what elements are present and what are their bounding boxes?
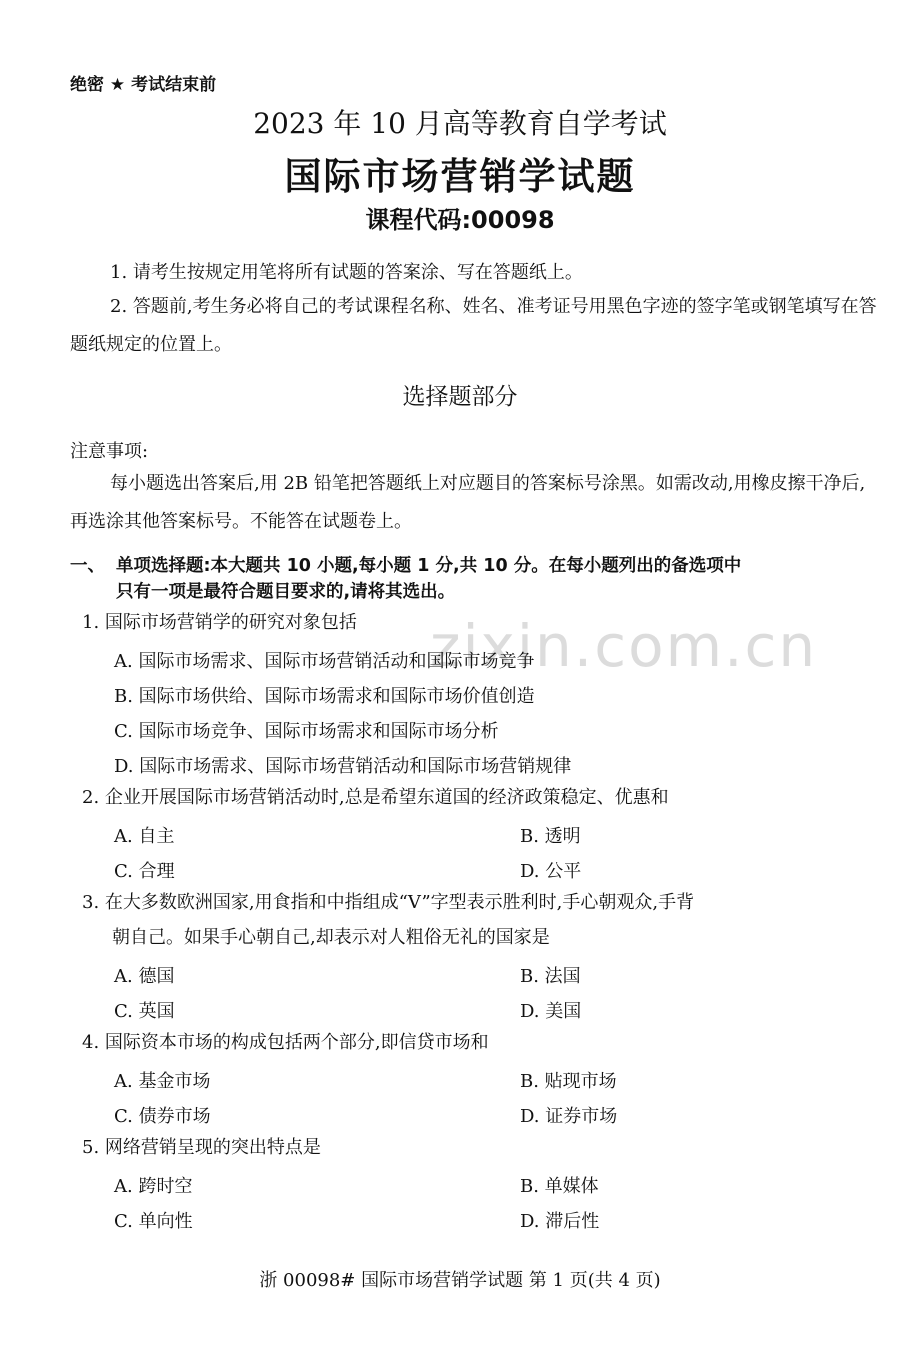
question-option: A. 德国: [114, 966, 175, 987]
part-one-number: 一、: [70, 556, 105, 576]
question-option: C. 国际市场竞争、国际市场需求和国际市场分析: [114, 721, 499, 742]
page-footer: 浙 00098# 国际市场营销学试题 第 1 页(共 4 页): [259, 1270, 661, 1291]
question-option: B. 法国: [520, 966, 581, 987]
question-option: B. 贴现市场: [520, 1071, 617, 1092]
question-option: D. 滞后性: [520, 1211, 600, 1232]
confidential-label: 绝密 ★ 考试结束前: [70, 75, 217, 95]
part-one-line-1: 单项选择题:本大题共 10 小题,每小题 1 分,共 10 分。在每小题列出的备选项中: [116, 556, 742, 576]
question-option: C. 债券市场: [114, 1106, 211, 1127]
course-code: 课程代码:00098: [365, 206, 555, 234]
section-title: 选择题部分: [402, 384, 518, 410]
question-option: D. 国际市场需求、国际市场营销活动和国际市场营销规律: [114, 756, 572, 777]
question-option: C. 英国: [114, 1001, 175, 1022]
question-stem: 1. 国际市场营销学的研究对象包括: [82, 612, 357, 633]
question-option: B. 单媒体: [520, 1176, 599, 1197]
part-one-heading: [70, 553, 860, 605]
question-option: B. 透明: [520, 826, 581, 847]
paper-title: 国际市场营销学试题: [284, 155, 636, 198]
question-option: D. 美国: [520, 1001, 582, 1022]
instruction-2: 2. 答题前,考生务必将自己的考试课程名称、姓名、准考证号用黑色字迹的签字笔或钢笔填写在答题纸规定的位置上。: [70, 296, 877, 355]
exam-session-title: 2023 年 10 月高等教育自学考试: [253, 107, 667, 140]
question-option: B. 国际市场供给、国际市场需求和国际市场价值创造: [114, 686, 535, 707]
question-option: C. 合理: [114, 861, 175, 882]
question-option: D. 公平: [520, 861, 582, 882]
question-option: A. 自主: [114, 826, 175, 847]
notice-label: 注意事项:: [70, 441, 149, 462]
part-one-line-2: 只有一项是最符合题目要求的,请将其选出。: [116, 582, 456, 602]
question-stem: 4. 国际资本市场的构成包括两个部分,即信贷市场和: [82, 1032, 489, 1053]
notice-text: 每小题选出答案后,用 2B 铅笔把答题纸上对应题目的答案标号涂黑。如需改动,用橡皮擦干净后,再选涂其他答案标号。不能答在试题卷上。: [70, 473, 866, 532]
question-stem: 5. 网络营销呈现的突出特点是: [82, 1137, 321, 1158]
question-stem-continued: 朝自己。如果手心朝自己,却表示对人粗俗无礼的国家是: [112, 927, 550, 948]
question-stem: 2. 企业开展国际市场营销活动时,总是希望东道国的经济政策稳定、优惠和: [82, 787, 669, 808]
question-option: A. 基金市场: [114, 1071, 211, 1092]
question-stem: 3. 在大多数欧洲国家,用食指和中指组成“V”字型表示胜利时,手心朝观众,手背: [82, 892, 695, 913]
question-option: A. 跨时空: [114, 1176, 193, 1197]
instruction-1: 1. 请考生按规定用笔将所有试题的答案涂、写在答题纸上。: [110, 262, 583, 283]
question-option: C. 单向性: [114, 1211, 193, 1232]
question-option: A. 国际市场需求、国际市场营销活动和国际市场竞争: [114, 651, 535, 672]
watermark: zixin.com.cn: [430, 612, 818, 680]
question-option: D. 证券市场: [520, 1106, 618, 1127]
